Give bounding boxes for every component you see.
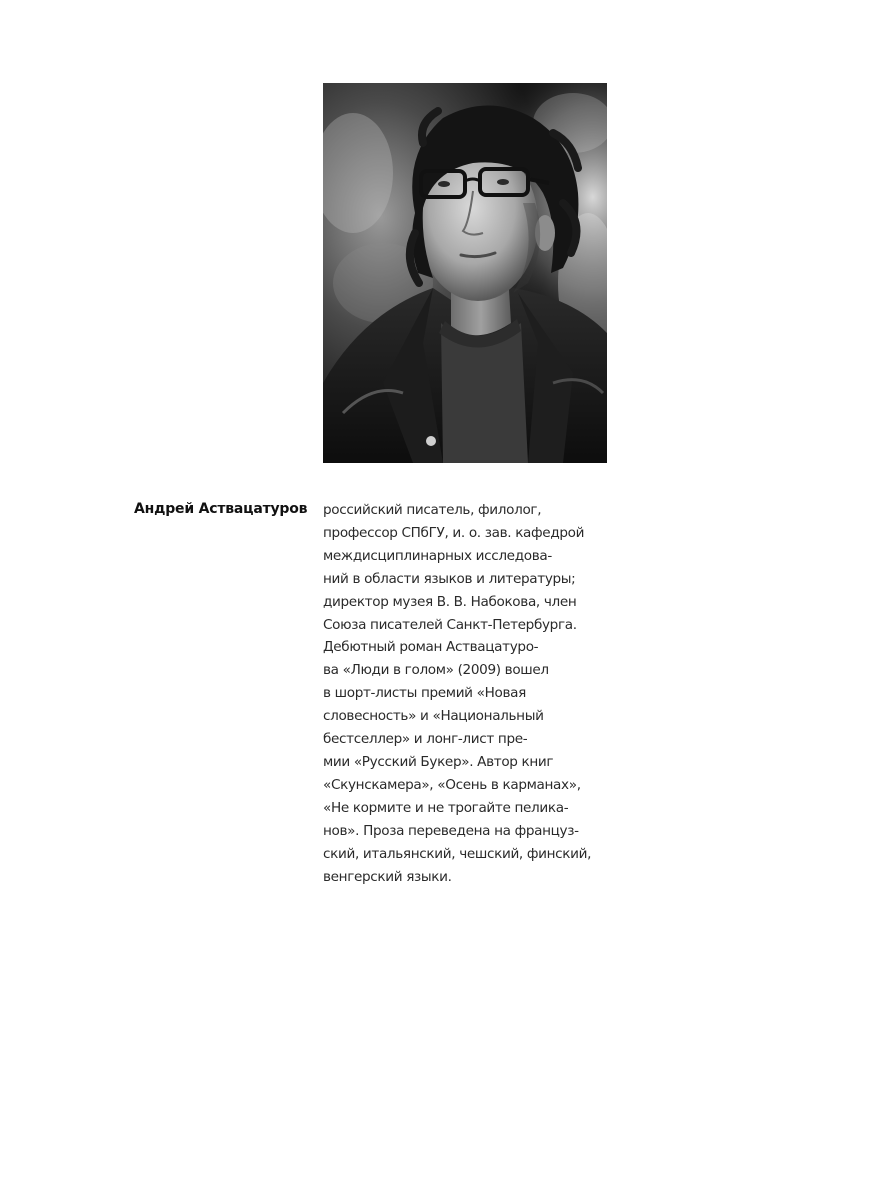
bio-line: ва «Люди в голом» (2009) вошел [323, 662, 549, 679]
bio-line: мии «Русский Букер». Автор книг [323, 753, 554, 770]
bio-line: Дебютный роман Аствацатуро- [323, 639, 539, 656]
author-portrait-photo [323, 83, 607, 463]
bio-line: нов». Проза переведена на француз- [323, 822, 579, 839]
bio-line: Союза писателей Санкт-Петербурга. [323, 616, 577, 633]
bio-line: ний в области языков и литературы; [323, 570, 576, 587]
portrait-image [323, 83, 607, 463]
bio-line: словесность» и «Национальный [323, 708, 544, 725]
bio-line: междисциплинарных исследова- [323, 547, 552, 564]
author-name: Андрей Аствацатуров [134, 501, 308, 517]
bio-line: директор музея В. В. Набокова, член [323, 593, 577, 610]
bio-line: бестселлер» и лонг-лист пре- [323, 731, 528, 748]
bio-line: «Не кормите и не трогайте пелика- [323, 799, 569, 816]
author-bio [323, 499, 623, 888]
bio-line: «Скунскамера», «Осень в карманах», [323, 776, 581, 793]
bio-line: профессор СПбГУ, и. о. зав. кафедрой [323, 524, 585, 541]
bio-line: в шорт-листы премий «Новая [323, 685, 526, 702]
bio-line: ский, итальянский, чешский, финский, [323, 845, 592, 862]
bio-line: российский писатель, филолог, [323, 502, 542, 518]
bio-line: венгерский языки. [323, 868, 452, 885]
